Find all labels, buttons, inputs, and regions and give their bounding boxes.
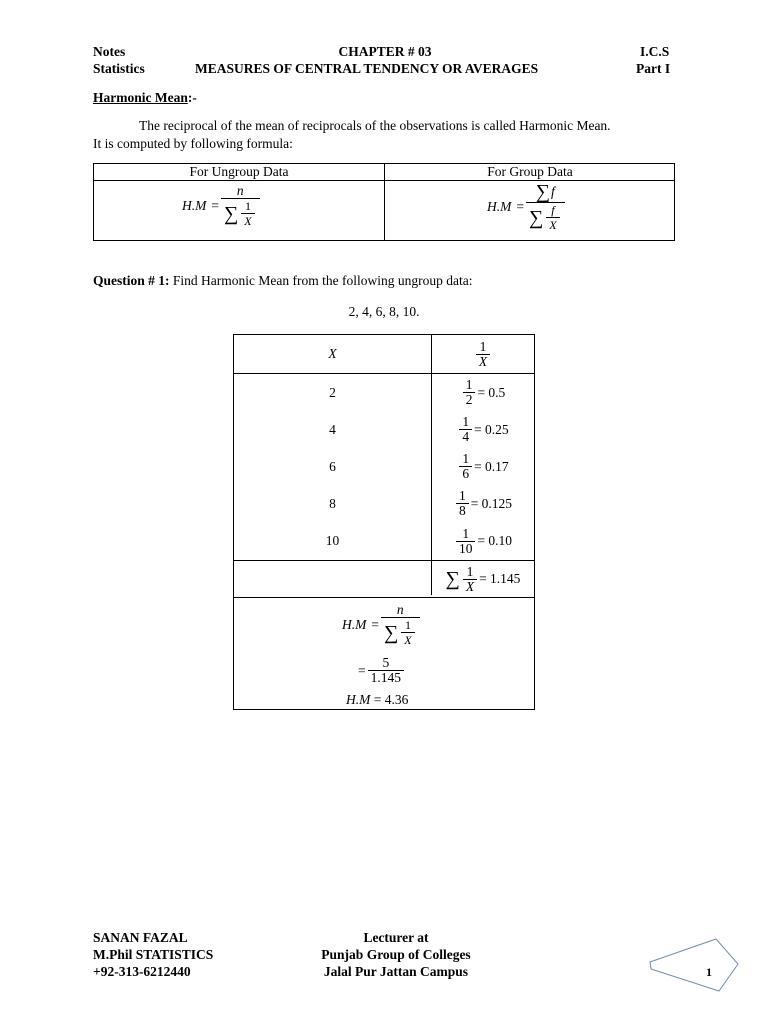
table-row-reciprocal <box>432 448 534 485</box>
equals-sign: = <box>358 662 366 678</box>
hm-label: H.M <box>487 199 512 214</box>
row-value: = 0.5 <box>477 384 506 400</box>
question-data: 2, 4, 6, 8, 10. <box>348 304 420 319</box>
row-numerator: 1 <box>462 525 470 541</box>
fraction-one-over-x <box>241 199 254 228</box>
variable-f: f <box>551 184 555 199</box>
formula-ungroup <box>182 184 262 228</box>
table-row-reciprocal <box>432 411 534 448</box>
numerator-one: 1 <box>244 199 251 213</box>
table-row-x: 10 <box>325 533 340 548</box>
sum-value: = 1.145 <box>479 571 521 586</box>
formula-header-group: For Group Data <box>487 164 573 179</box>
denominator-x: X <box>546 217 559 232</box>
page-number-badge-icon <box>645 936 745 996</box>
footer-position: Lecturer at <box>363 930 429 945</box>
question-text: Find Harmonic Mean from the following ungroup data: <box>169 273 473 288</box>
sum-reciprocal-cell <box>432 561 534 597</box>
sigma-symbol: ∑ <box>445 568 460 590</box>
solution-sum-line-bottom <box>234 597 534 598</box>
row-value: = 0.17 <box>474 458 509 474</box>
section-heading-suffix: :- <box>187 90 197 105</box>
header-denominator: X <box>476 354 490 369</box>
equals-sign: = <box>516 199 524 214</box>
numerator-n: n <box>236 183 244 198</box>
column-header-x: X <box>328 346 337 361</box>
fraction-n-over-sum <box>221 184 260 228</box>
calc-result <box>346 692 408 708</box>
fraction-f-over-x <box>546 203 559 232</box>
header-notes: Notes <box>93 44 126 59</box>
header-course: I.C.S <box>640 44 670 59</box>
equals-sign: = <box>371 617 379 632</box>
header-numerator: 1 <box>479 338 487 354</box>
numerator-one: 1 <box>404 618 411 632</box>
sigma-symbol: ∑ <box>224 202 239 225</box>
footer-campus: Jalal Pur Jattan Campus <box>323 964 469 979</box>
result-value: = 4.36 <box>373 692 409 707</box>
table-row-x: 4 <box>329 421 336 437</box>
hm-label: H.M <box>342 617 367 632</box>
question-line <box>93 273 472 289</box>
denominator-x: X <box>241 213 254 228</box>
equals-sign: = <box>211 198 219 213</box>
calc-hm-formula <box>342 603 422 647</box>
numerator-f: f <box>551 203 555 217</box>
numerator-n: n <box>396 602 404 617</box>
sigma-symbol: ∑ <box>535 181 551 203</box>
question-label: Question # 1: <box>93 273 170 288</box>
sigma-symbol: ∑ <box>384 621 399 644</box>
section-heading-text: Harmonic Mean <box>93 90 188 105</box>
sigma-symbol: ∑ <box>529 206 544 229</box>
footer-author-name: SANAN FAZAL <box>93 930 188 945</box>
row-numerator: 1 <box>462 451 470 466</box>
row-value: = 0.125 <box>470 495 513 511</box>
row-numerator: 1 <box>458 488 466 503</box>
calc-substitution <box>358 656 406 685</box>
hm-label: H.M <box>182 198 207 213</box>
section-heading <box>93 90 197 106</box>
header-chapter: CHAPTER # 03 <box>338 44 432 59</box>
row-denominator: 10 <box>456 541 476 556</box>
row-value: = 0.25 <box>474 421 509 437</box>
sum-denominator: X <box>463 579 477 594</box>
table-row-reciprocal <box>432 522 534 560</box>
footer-author-degree: M.Phil STATISTICS <box>93 947 214 962</box>
row-numerator: 1 <box>462 414 470 429</box>
sum-numerator: 1 <box>466 563 474 579</box>
table-row-x: 8 <box>329 495 336 511</box>
row-denominator: 4 <box>459 429 472 444</box>
table-row-x: 2 <box>329 384 336 400</box>
paragraph-line-1: The reciprocal of the mean of reciprocals of the observations is called Harmonic Mean. <box>139 118 611 133</box>
row-denominator: 6 <box>459 466 472 481</box>
formula-table <box>93 163 675 241</box>
formula-header-ungroup: For Ungroup Data <box>189 164 289 179</box>
result-label: H.M <box>346 692 371 707</box>
table-row-reciprocal <box>432 374 534 411</box>
table-row-x: 6 <box>329 458 336 474</box>
calc-numerator: 5 <box>382 655 390 670</box>
row-denominator: 8 <box>456 503 469 518</box>
page-number: 1 <box>706 965 712 979</box>
table-row-reciprocal <box>432 485 534 522</box>
denominator-sum-f-over-x <box>526 202 565 232</box>
header-chapter-title: MEASURES OF CENTRAL TENDENCY OR AVERAGES <box>195 61 539 76</box>
formula-table-header-line <box>94 180 674 181</box>
footer-institution: Punjab Group of Colleges <box>321 947 471 962</box>
formula-group <box>487 182 567 232</box>
column-header-reciprocal <box>432 335 534 373</box>
numerator-sum-f <box>533 182 558 202</box>
denominator-sum-reciprocal <box>221 198 260 228</box>
row-denominator: 2 <box>463 392 476 407</box>
footer-author-phone: +92-313-6212440 <box>93 964 191 979</box>
calc-denominator: 1.145 <box>368 670 404 685</box>
row-value: = 0.10 <box>477 533 513 548</box>
row-numerator: 1 <box>465 377 473 392</box>
paragraph-line-2: It is computed by following formula: <box>93 136 293 151</box>
header-part: Part I <box>636 61 671 76</box>
solution-table <box>233 334 535 710</box>
denominator-x: X <box>401 632 414 647</box>
header-subject: Statistics <box>93 61 145 76</box>
denominator-sum-reciprocal <box>381 617 420 647</box>
fraction-sum-f-over-sum-f-x <box>526 182 565 232</box>
